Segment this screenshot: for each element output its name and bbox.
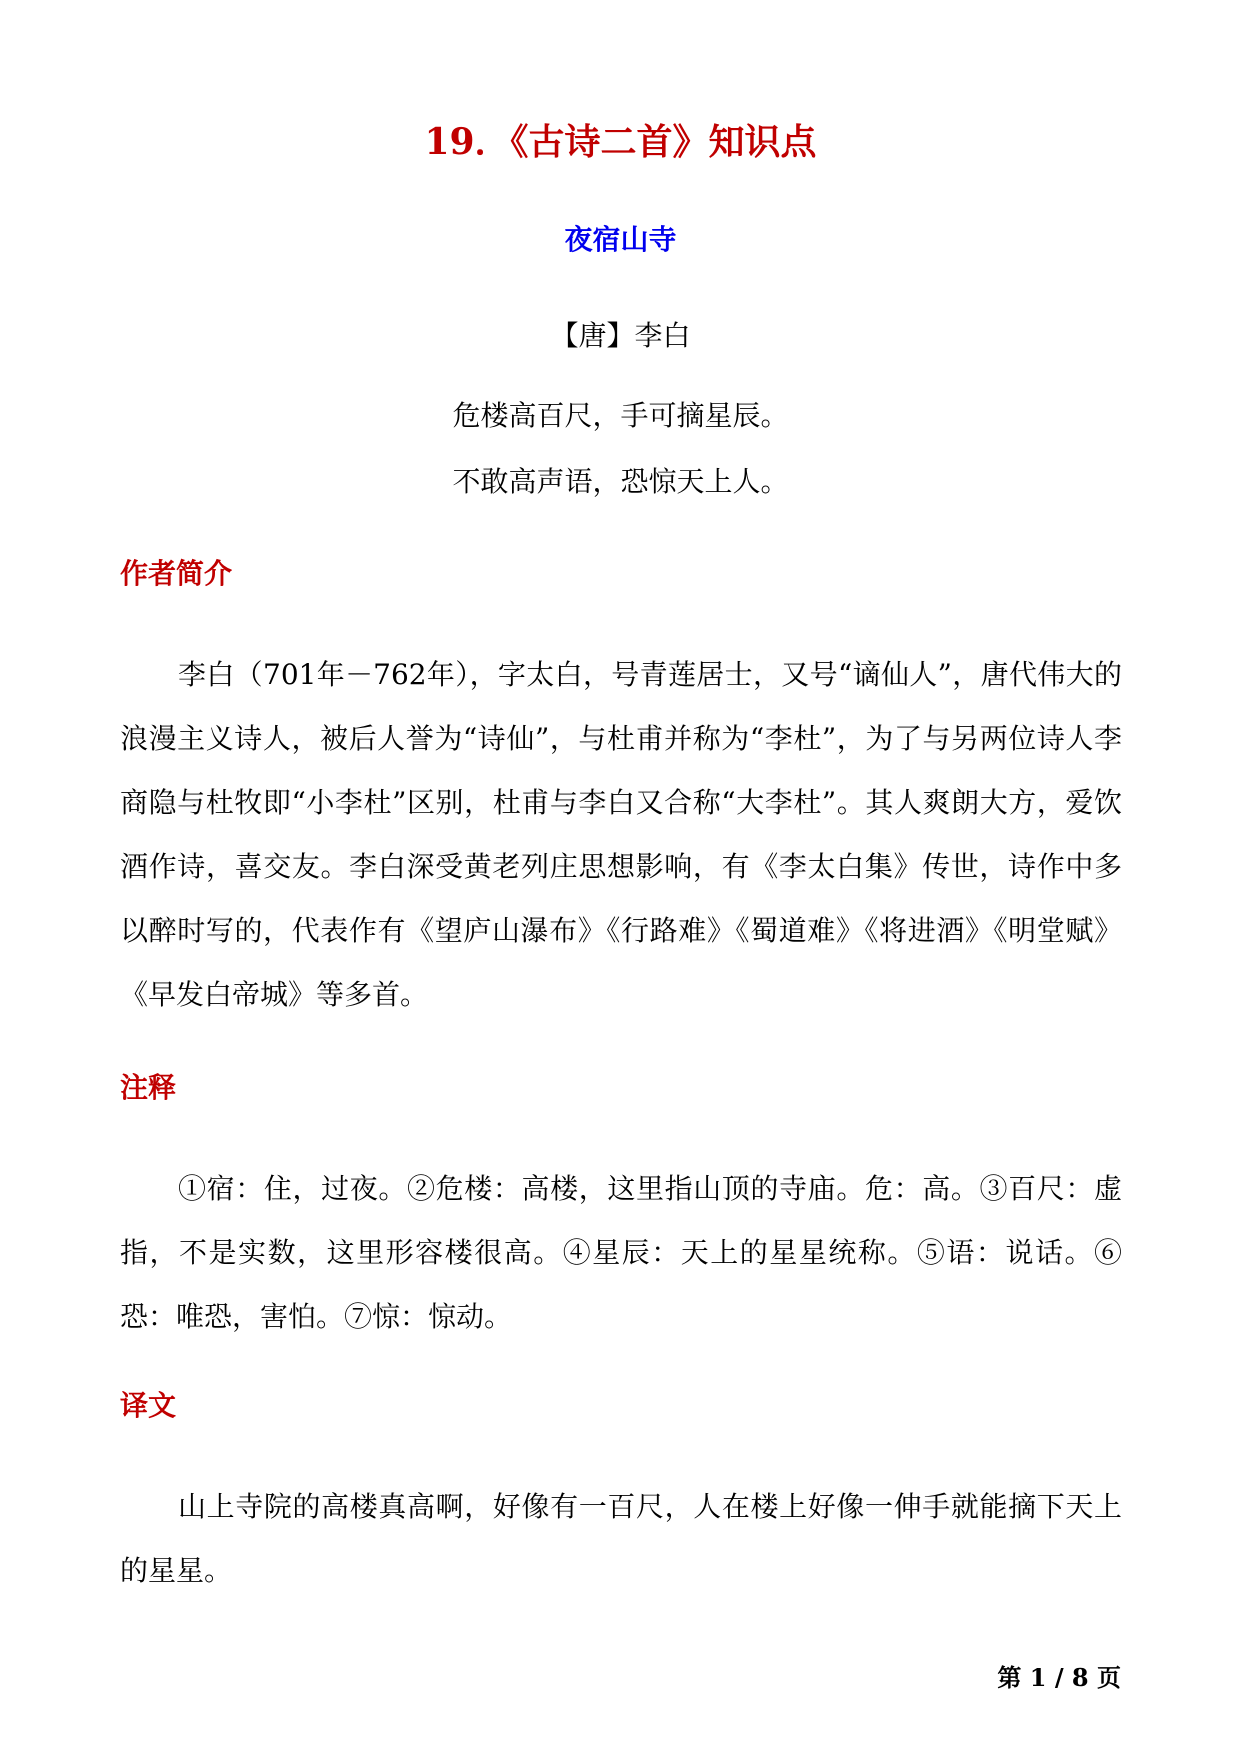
poem-line-2: 不敢高声语，恐惊天上人。 (452, 465, 789, 498)
section-heading-notes: 注释 (120, 1071, 177, 1104)
document-title: 19．《古诗二首》知识点 (424, 121, 817, 163)
poem-line-1: 危楼高百尺，手可摘星辰。 (452, 399, 789, 432)
poem-author: 【唐】李白 (550, 319, 691, 352)
section-heading-author-intro: 作者简介 (120, 557, 233, 590)
poem-title: 夜宿山寺 (564, 223, 677, 256)
translation-paragraph: 山上寺院的高楼真高啊，好像有一百尺，人在楼上好像一伸手就能摘下天上的星星。 (120, 1490, 1122, 1587)
section-heading-translation: 译文 (120, 1389, 177, 1422)
page-number: 第 1 / 8 页 (997, 1663, 1121, 1692)
notes-paragraph: ①宿：住，过夜。②危楼：高楼，这里指山顶的寺庙。危：高。③百尺：虚指，不是实数，这里形容楼很高。④星辰：天上的星星统称。⑤语：说话。⑥恐：唯恐，害怕。⑦惊：惊动。 (120, 1172, 1122, 1333)
author-intro-paragraph: 李白（701年－762年），字太白，号青莲居士，又号“谪仙人”，唐代伟大的浪漫主义诗人，被后人誉为“诗仙”，与杜甫并称为“李杜”，为了与另两位诗人李商隐与杜牧即“小李杜”区别，杜甫与李白又合称“大李杜”。其人爽朗大方，爱饮酒作诗，喜交友。李白深受黄老列庄思想影响，有《李太白集》传世，诗作中多以醉时写的，代表作有《望庐山瀑布》《行路难》《蜀道难》《将进酒》《明堂赋》《早发白帝城》等多首。 (120, 658, 1122, 1011)
